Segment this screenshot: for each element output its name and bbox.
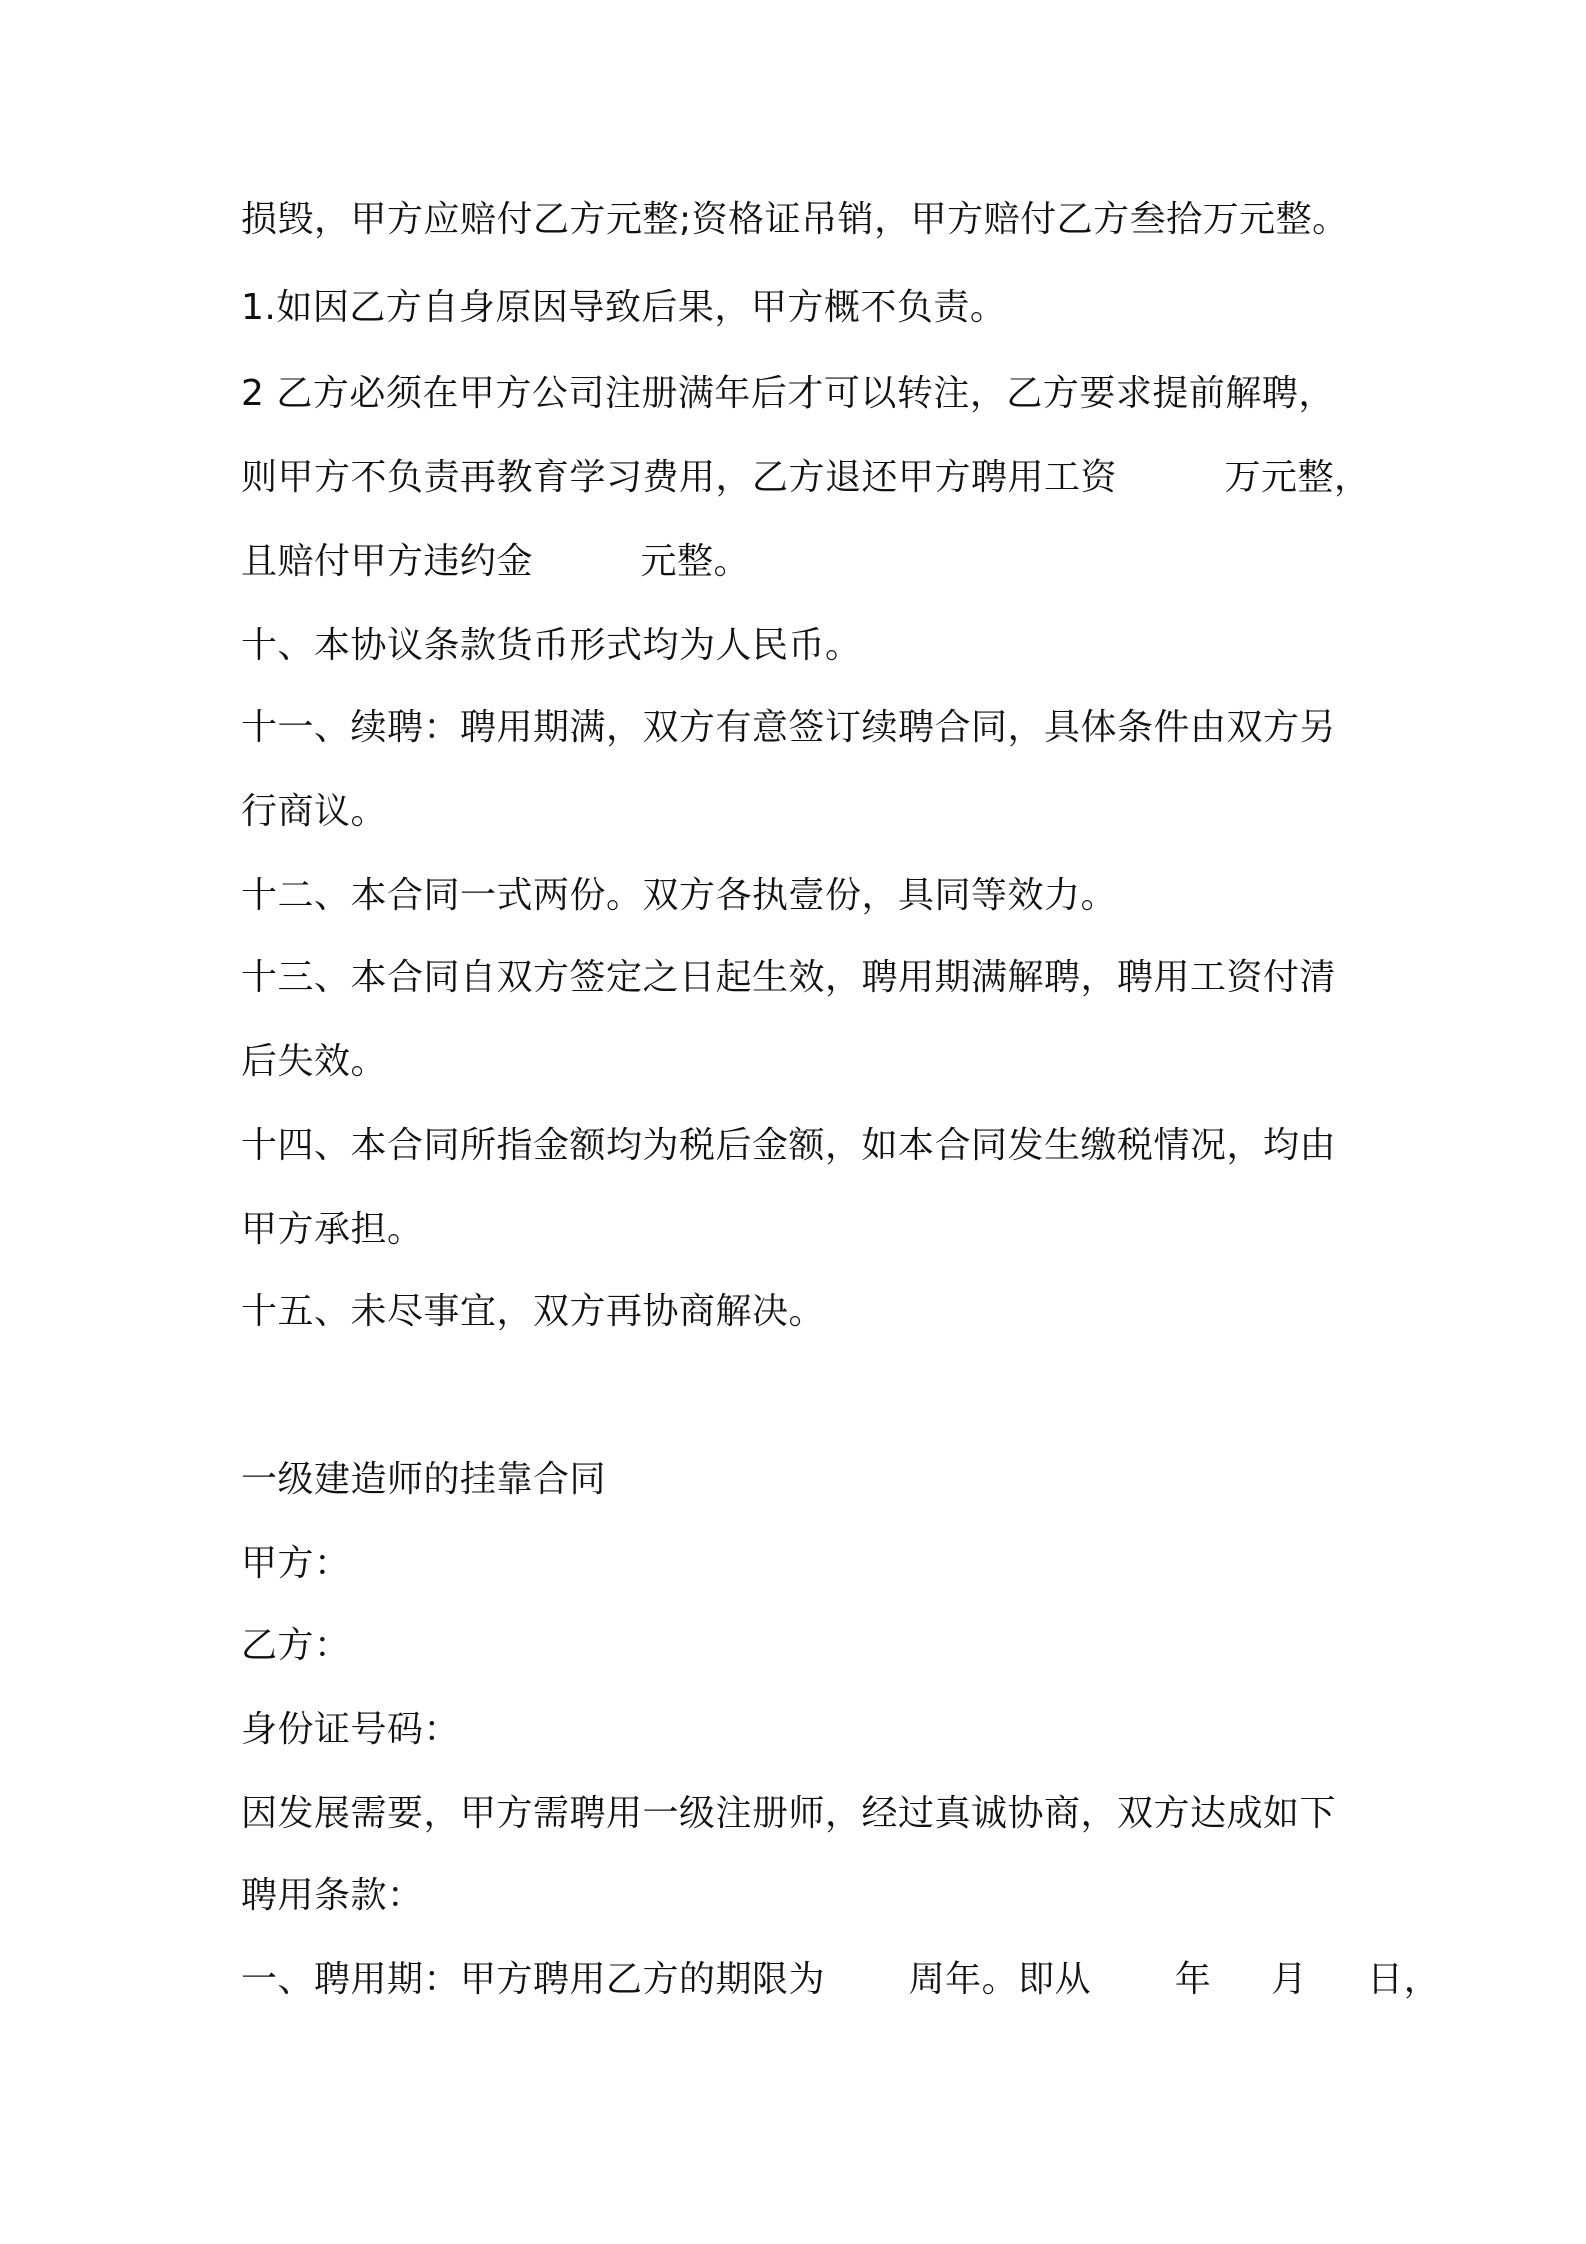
text-line: 因发展需要，甲方需聘用一级注册师，经过真诚协商，双方达成如下 xyxy=(241,1793,1337,1834)
party-a-label: 甲方： xyxy=(241,1543,351,1584)
section-item: 十三、本合同自双方签定之日起生效，聘用期满解聘，聘用工资付清 xyxy=(241,957,1337,998)
section-item: 十四、本合同所指金额均为税后金额，如本合同发生缴税情况，均由 xyxy=(241,1125,1337,1166)
text-line: 损毁，甲方应赔付乙方元整;资格证吊销，甲方赔付乙方叁拾万元整。 xyxy=(241,199,1349,240)
section-item: 十一、续聘：聘用期满，双方有意签订续聘合同，具体条件由双方另 xyxy=(241,707,1337,748)
text-line: 且赔付甲方违约金 元整。 xyxy=(241,541,750,582)
text-line: 则甲方不负责再教育学习费用，乙方退还甲方聘用工资 万元整， xyxy=(241,457,1371,498)
section-item: 十、本协议条款货币形式均为人民币。 xyxy=(241,625,862,666)
text-line: 行商议。 xyxy=(241,791,388,832)
text-line: 后失效。 xyxy=(241,1041,388,1082)
text-line: 2 乙方必须在甲方公司注册满年后才可以转注，乙方要求提前解聘， xyxy=(241,373,1335,414)
text-line: 1.如因乙方自身原因导致后果，甲方概不负责。 xyxy=(241,287,1007,328)
text-line: 甲方承担。 xyxy=(241,1209,424,1250)
section-item: 十五、未尽事宜，双方再协商解决。 xyxy=(241,1291,826,1332)
party-b-label: 乙方： xyxy=(241,1625,351,1666)
contract-title: 一级建造师的挂靠合同 xyxy=(241,1459,607,1500)
section-item: 一、聘用期：甲方聘用乙方的期限为 周年。即从 年 月 日， xyxy=(241,1959,1441,2000)
section-item: 十二、本合同一式两份。双方各执壹份，具同等效力。 xyxy=(241,875,1118,916)
id-number-label: 身份证号码： xyxy=(241,1709,461,1750)
text-line: 聘用条款： xyxy=(241,1875,424,1916)
